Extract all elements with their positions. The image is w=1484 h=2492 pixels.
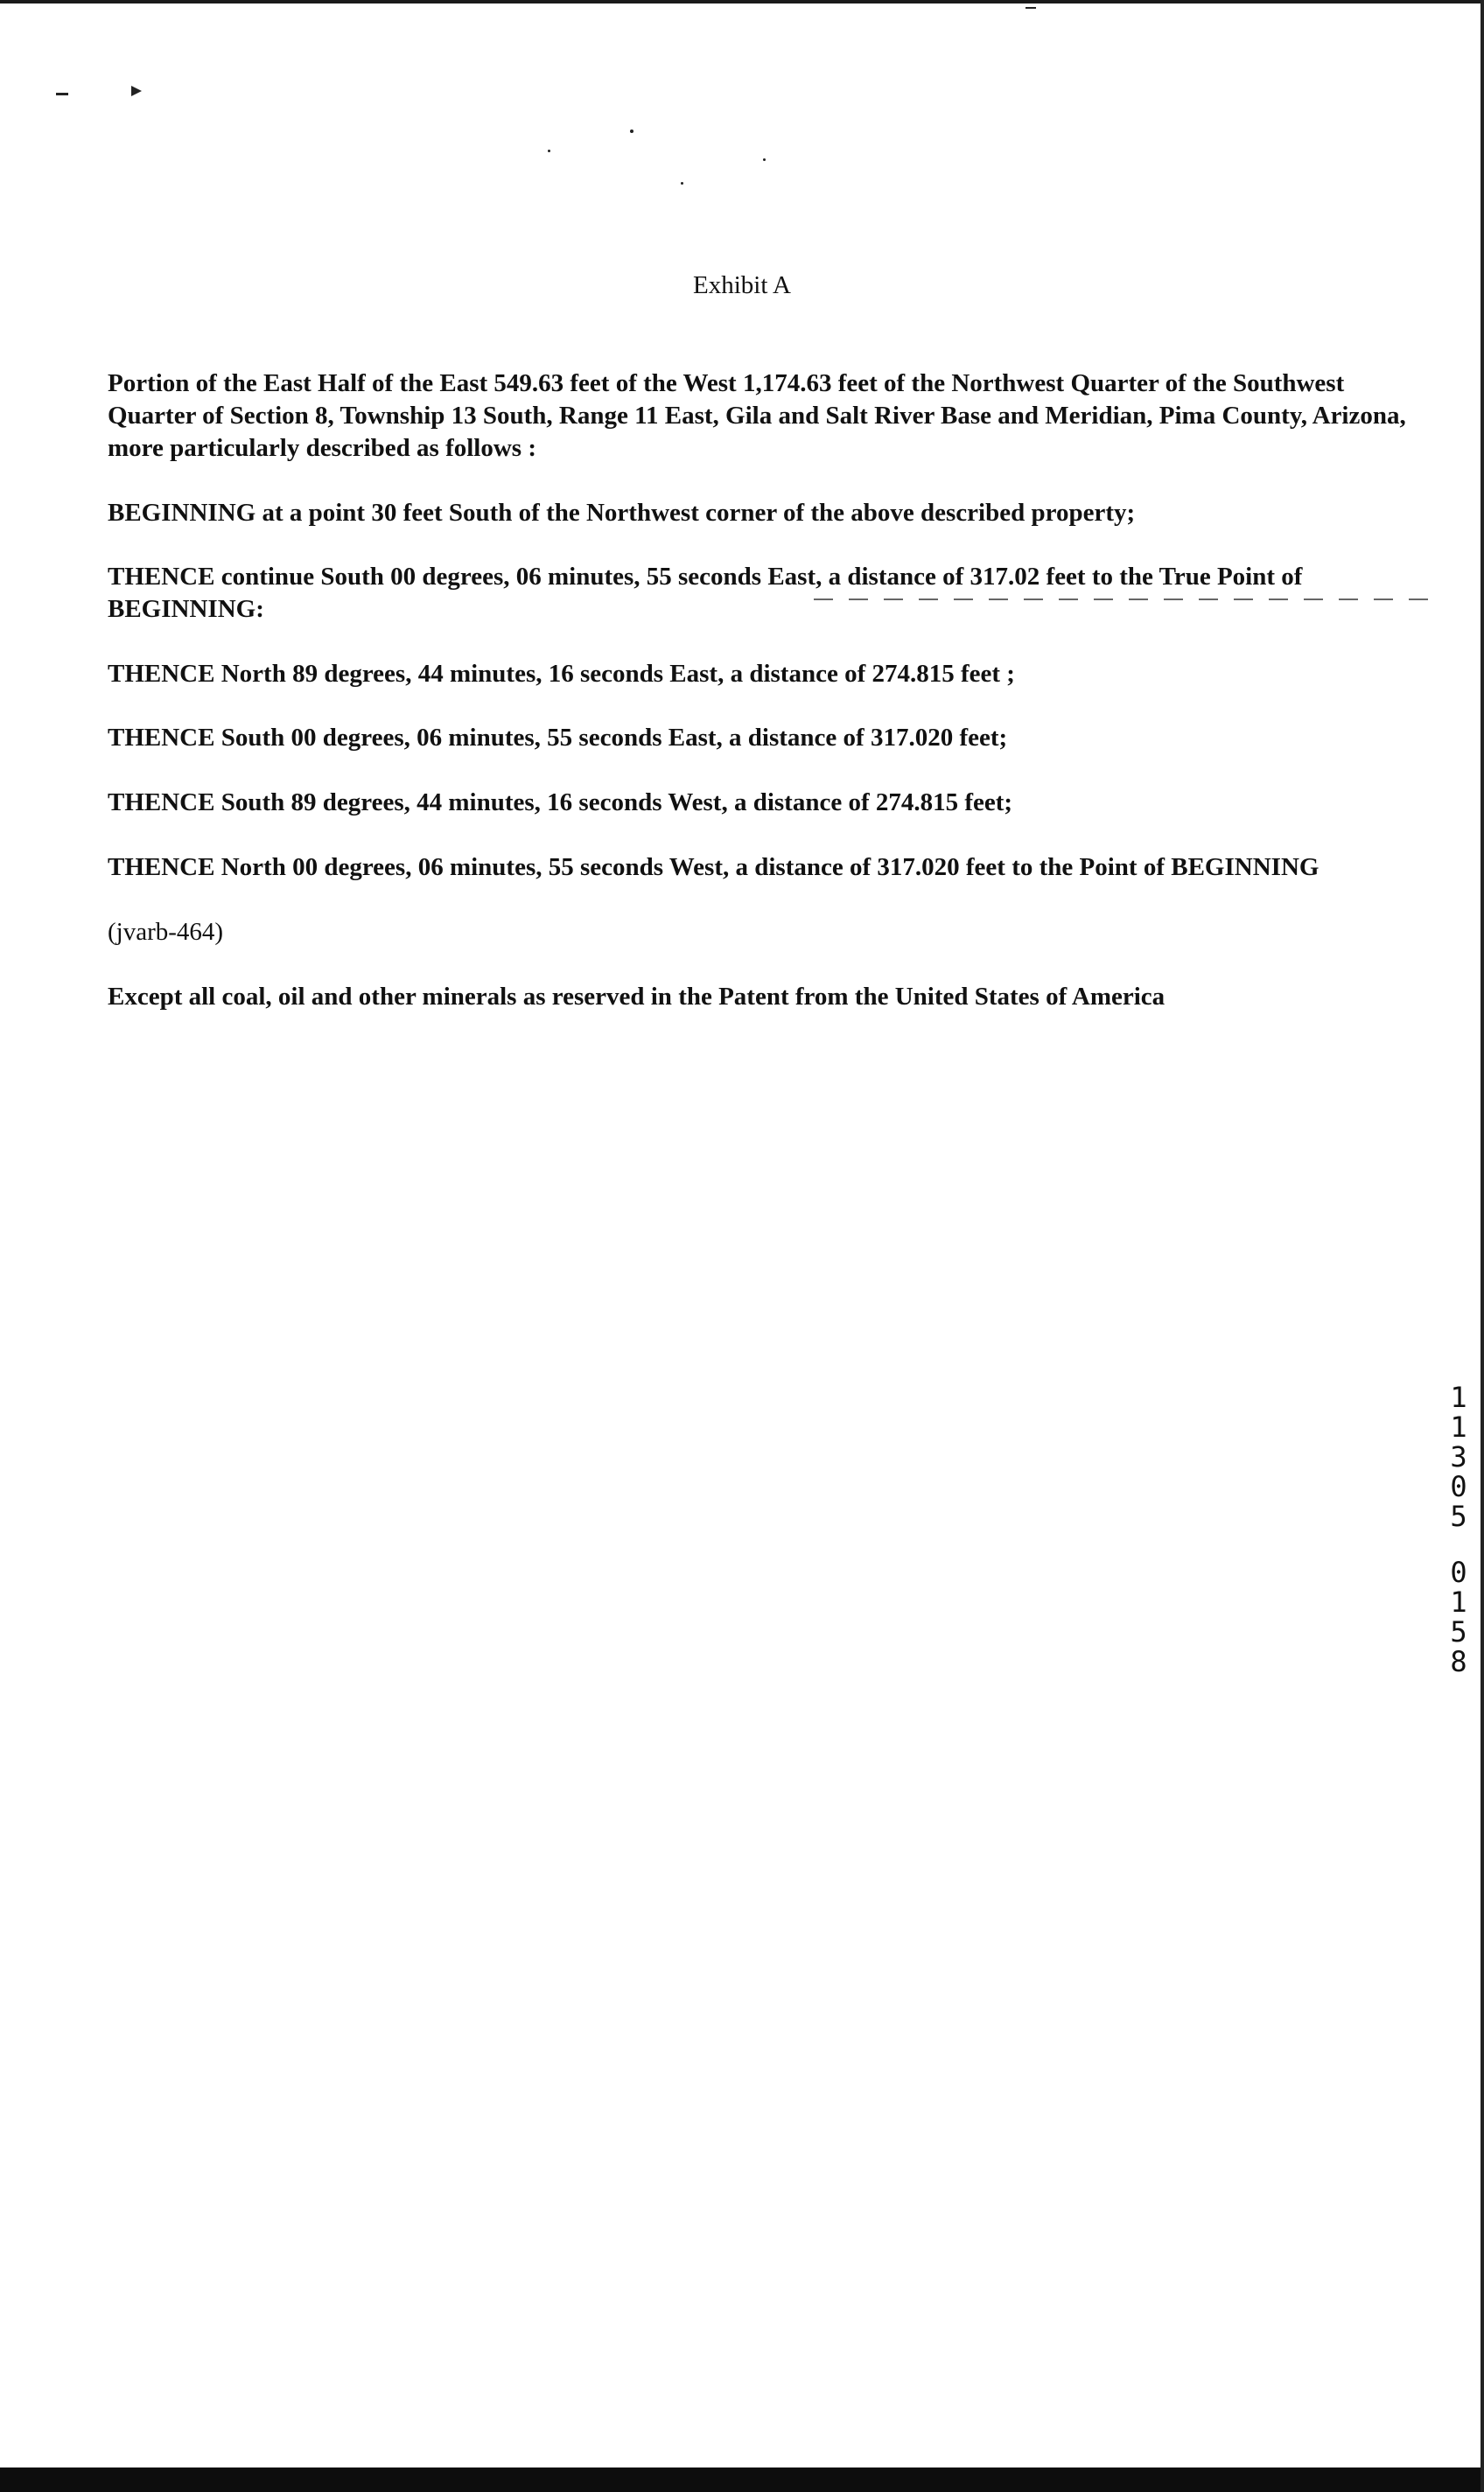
stamp-digit: 3 bbox=[1450, 1440, 1467, 1474]
scan-border-top bbox=[0, 0, 1484, 4]
stamp-digit: 5 bbox=[1450, 1500, 1467, 1533]
paragraph-description: Portion of the East Half of the East 549.63 feet of the West 1,174.63 feet of the Northwest Quarter of the Southwest Quarter of Section 8, Township 13 South, Range 11 East, Gila and Salt River Base and Meridian, Pima County, Arizona, more particularly described as follows : bbox=[108, 369, 1406, 462]
paragraph-exception: Except all coal, oil and other minerals as reserved in the Patent from the United States of America bbox=[108, 983, 1166, 1011]
stamp-digit: 0 bbox=[1450, 1556, 1467, 1589]
scan-speck bbox=[681, 182, 683, 185]
stamp-digit: 5 bbox=[1450, 1615, 1467, 1648]
stamp-digit: 1 bbox=[1450, 1381, 1467, 1414]
paragraph-thence-5: THENCE North 00 degrees, 06 minutes, 55 seconds West, a distance of 317.020 feet to the Point of BEGINNING bbox=[108, 853, 1320, 881]
scan-speck bbox=[763, 158, 766, 161]
scan-dash-line bbox=[814, 598, 1435, 600]
stamp-digit: 1 bbox=[1450, 1410, 1467, 1444]
scan-border-right bbox=[1480, 0, 1484, 2492]
paragraph-reference-code: (jvarb-464) bbox=[108, 918, 224, 946]
scan-speck bbox=[630, 130, 634, 133]
stamp-digit: 0 bbox=[1450, 1470, 1467, 1503]
paragraph-thence-1: THENCE continue South 00 degrees, 06 minutes, 55 seconds East, a distance of 317.02 feet to the True Point of BEGINNING: bbox=[108, 563, 1303, 623]
paragraph-thence-4: THENCE South 89 degrees, 44 minutes, 16 seconds West, a distance of 274.815 feet; bbox=[108, 788, 1013, 816]
scan-border-bottom bbox=[0, 2468, 1484, 2492]
stamp-digit: 1 bbox=[1450, 1586, 1467, 1619]
paragraph-thence-3: THENCE South 00 degrees, 06 minutes, 55 seconds East, a distance of 317.020 feet; bbox=[108, 724, 1008, 752]
document-title: Exhibit A bbox=[693, 271, 791, 299]
scan-speck bbox=[548, 150, 550, 152]
recording-stamp-docket bbox=[1444, 1382, 1474, 1531]
scan-mark bbox=[1026, 7, 1036, 9]
scan-mark bbox=[56, 93, 68, 95]
stamp-digit: 8 bbox=[1450, 1645, 1467, 1678]
paragraph-beginning: BEGINNING at a point 30 feet South of the Northwest corner of the above described property; bbox=[108, 499, 1136, 527]
paragraph-thence-2: THENCE North 89 degrees, 44 minutes, 16 seconds East, a distance of 274.815 feet ; bbox=[108, 660, 1015, 688]
recording-stamp-page bbox=[1444, 1558, 1474, 1676]
scan-arrow-mark bbox=[131, 86, 142, 96]
